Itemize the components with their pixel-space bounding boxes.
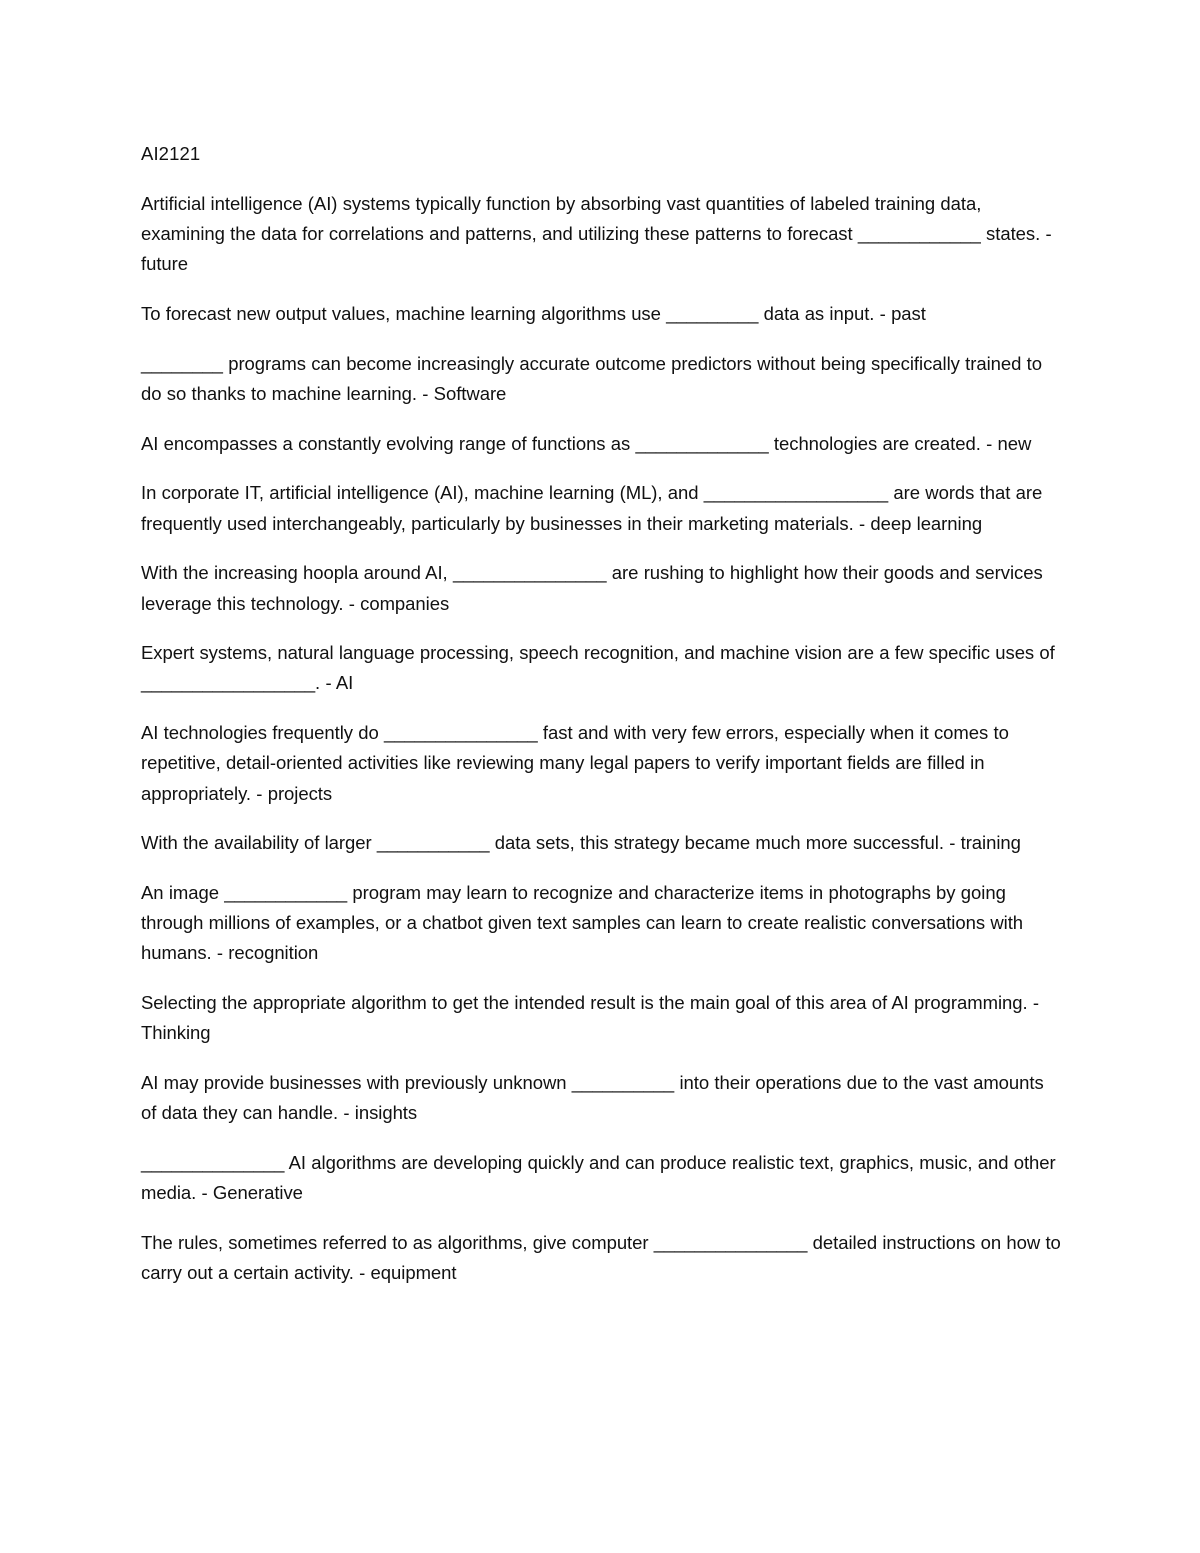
question-item: Expert systems, natural language processing, speech recognition, and machine vision are a few specific uses of _________________. - AI	[141, 642, 1055, 694]
question-item: With the increasing hoopla around AI, _______________ are rushing to highlight how their goods and services leverage this technology. - companies	[141, 562, 1043, 614]
question-item: An image ____________ program may learn to recognize and characterize items in photographs by going through millions of examples, or a chatbot given text samples can learn to create realistic conversations with humans. - recognition	[141, 881, 1024, 964]
question-item: AI may provide businesses with previously unknown __________ into their operations due to the vast amounts of data they can handle. - insights	[141, 1071, 1044, 1124]
question-item: Artificial intelligence (AI) systems typically function by absorbing vast quantities of labeled training data, examining the data for correlations and patterns, and utilizing these patterns to forecast ____________ states. - future	[141, 193, 1052, 275]
question-list	[141, 189, 1061, 1288]
question-item: ______________ AI algorithms are developing quickly and can produce realistic text, graphics, music, and other media. - Generative	[141, 1151, 1056, 1204]
question-item: AI encompasses a constantly evolving range of functions as _____________ technologies are created. - new	[141, 432, 1032, 454]
question-item: To forecast new output values, machine learning algorithms use _________ data as input. - past	[141, 303, 926, 325]
question-item: In corporate IT, artificial intelligence (AI), machine learning (ML), and __________________ are words that are frequently used interchangeably, particularly by businesses in their marketing materials. - deep learning	[141, 482, 1043, 534]
document-page	[141, 139, 1061, 1308]
document-title: AI2121	[141, 143, 201, 164]
question-item: AI technologies frequently do _______________ fast and with very few errors, especially when it comes to repetitive, detail-oriented activities like reviewing many legal papers to verify important fields are filled in appropriately. - projects	[141, 722, 1009, 804]
question-item: The rules, sometimes referred to as algorithms, give computer _______________ detailed instructions on how to carry out a certain activity. - equipment	[141, 1231, 1061, 1283]
question-item: ________ programs can become increasingly accurate outcome predictors without being specifically trained to do so thanks to machine learning. - Software	[141, 352, 1042, 405]
question-item: With the availability of larger ___________ data sets, this strategy became much more successful. - training	[141, 832, 1021, 854]
question-item: Selecting the appropriate algorithm to get the intended result is the main goal of this area of AI programming. - Thinking	[141, 992, 1039, 1044]
